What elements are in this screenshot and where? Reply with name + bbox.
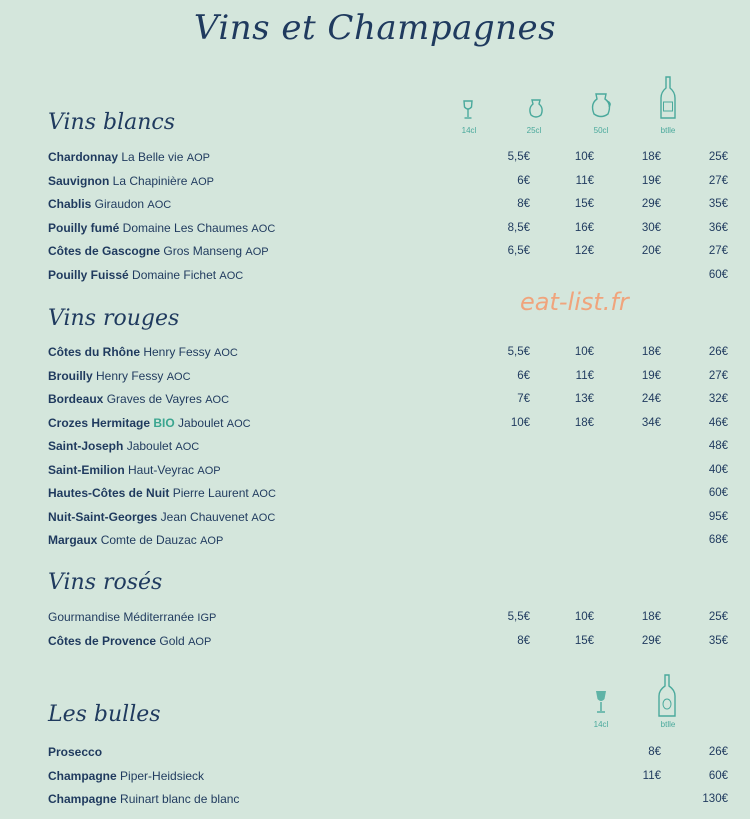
section-title-roses: Vins rosés (48, 570, 163, 595)
price-pb: 95€ (708, 510, 728, 523)
header-50cl: 50cl (593, 126, 609, 135)
bulles-header-bottle: btlle (660, 720, 676, 729)
price-p14: 8,5€ (507, 221, 530, 234)
price-p50: 18€ (641, 151, 661, 163)
price-p14: 5,5€ (507, 151, 530, 163)
price-p50: 18€ (641, 611, 661, 623)
wine-row (48, 413, 728, 433)
price-p25: 12€ (574, 245, 594, 257)
price-p50: 19€ (641, 369, 661, 382)
wine-name (48, 436, 199, 457)
wine-name (48, 218, 275, 239)
price-pb: 26€ (708, 346, 728, 358)
price-p50: 29€ (641, 198, 661, 210)
wine-appellation: Champagne (48, 768, 117, 783)
price-p25: 15€ (574, 198, 594, 210)
wine-row (48, 483, 728, 503)
wine-row (48, 218, 728, 238)
price-p14: 11€ (642, 769, 661, 782)
price-pb: 130€ (702, 793, 728, 805)
price-p14: 8€ (517, 198, 530, 210)
section-title-blancs: Vins blancs (48, 110, 176, 135)
wine-appellation: Prosecco (48, 745, 103, 759)
wine-producer: Henry Fessy (140, 345, 215, 359)
price-pb: 26€ (708, 746, 728, 758)
wine-classification: AOP (188, 635, 212, 648)
wine-name (48, 342, 238, 363)
wine-row (48, 460, 728, 480)
wine-row (48, 171, 728, 191)
champagne-bottle-icon (658, 674, 676, 718)
price-p25: 11€ (575, 174, 594, 187)
wine-classification: AOC (252, 488, 276, 500)
price-p50: 18€ (641, 346, 661, 358)
price-p14: 6,5€ (507, 245, 530, 257)
price-p14: 8€ (648, 746, 661, 758)
price-pb: 25€ (708, 151, 728, 163)
wine-row (48, 342, 728, 362)
wine-classification: AOC (175, 441, 200, 453)
wine-name (48, 742, 102, 762)
wine-producer: Domaine Les Chaumes (119, 220, 252, 235)
wine-producer: Jean Chauvenet (157, 509, 252, 524)
price-pb: 36€ (708, 221, 728, 234)
bio-label: BIO (150, 415, 175, 430)
wine-row (48, 789, 728, 809)
price-pb: 27€ (708, 369, 728, 382)
wine-appellation: Crozes Hermitage (48, 415, 151, 430)
wine-classification: AOP (186, 152, 210, 164)
wine-appellation: Margaux (48, 533, 98, 547)
wine-name (48, 789, 239, 809)
wine-row (48, 742, 728, 762)
wine-producer: Haut-Veyrac (124, 462, 198, 477)
wine-classification: AOC (226, 417, 251, 430)
wine-name (48, 389, 229, 410)
wine-row (48, 436, 728, 456)
wine-appellation: Nuit-Saint-Georges (48, 509, 158, 524)
header-25cl: 25cl (526, 126, 542, 135)
wine-name (48, 766, 204, 786)
wine-classification: AOP (190, 175, 214, 188)
wine-row (48, 507, 728, 527)
wine-producer: Comte de Dauzac (97, 533, 201, 547)
price-p25: 11€ (575, 369, 594, 382)
price-p50: 34€ (641, 416, 661, 429)
wine-name (48, 194, 171, 215)
header-14cl: 14cl (461, 126, 477, 135)
wine-name (48, 366, 191, 387)
price-p50: 30€ (641, 221, 661, 234)
wine-row (48, 389, 728, 409)
wine-producer: Ruinart blanc de blanc (116, 792, 240, 806)
price-pb: 35€ (708, 634, 728, 647)
wine-name (48, 631, 211, 652)
wine-producer: Giraudon (91, 197, 148, 211)
wine-name (48, 530, 223, 551)
wine-classification: AOC (214, 347, 238, 359)
wine-classification: AOP (245, 246, 269, 258)
wine-producer: Pierre Laurent (169, 486, 253, 500)
wine-appellation: Champagne (48, 792, 117, 806)
price-p14: 10€ (510, 416, 530, 429)
wine-classification: AOP (200, 535, 224, 547)
wine-appellation: Sauvignon (48, 173, 110, 188)
price-pb: 25€ (708, 611, 728, 623)
wine-name (48, 413, 251, 434)
price-p25: 18€ (574, 416, 594, 429)
price-pb: 32€ (708, 393, 728, 405)
wine-producer: Gold (156, 633, 189, 648)
wine-classification: AOC (251, 222, 276, 235)
wine-row (48, 147, 728, 167)
wine-name (48, 241, 269, 262)
price-pb: 60€ (708, 268, 728, 281)
price-p25: 10€ (574, 346, 594, 358)
price-pb: 46€ (708, 416, 728, 429)
price-pb: 40€ (708, 463, 728, 476)
wine-row (48, 265, 728, 285)
wine-name (48, 265, 243, 286)
wine-producer: Gourmandise Méditerranée (48, 610, 198, 624)
wine-row (48, 530, 728, 550)
wine-row (48, 631, 728, 651)
wine-row (48, 366, 728, 386)
wine-classification: AOC (166, 370, 191, 383)
menu-title: Vins et Champagnes (193, 8, 557, 48)
bulles-header-14cl: 14cl (593, 720, 609, 729)
section-title-bulles: Les bulles (48, 702, 161, 727)
bottle-icon (660, 76, 676, 120)
wine-appellation: Pouilly Fuissé (48, 267, 129, 282)
wine-classification: IGP (197, 612, 217, 624)
price-p25: 15€ (574, 634, 594, 647)
price-p50: 29€ (641, 634, 661, 647)
wine-row (48, 241, 728, 261)
price-p14: 5,5€ (507, 611, 530, 623)
wine-producer: Jaboulet (174, 415, 227, 430)
wine-appellation: Chardonnay (48, 150, 119, 164)
wine-name (48, 147, 210, 168)
wine-appellation: Chablis (48, 197, 92, 211)
price-p50: 24€ (641, 393, 661, 405)
wine-appellation: Saint-Emilion (48, 462, 125, 477)
watermark: eat-list.fr (520, 288, 629, 316)
wine-appellation: Hautes-Côtes de Nuit (48, 486, 170, 500)
price-p14: 7€ (517, 393, 530, 405)
price-p14: 5,5€ (507, 346, 530, 358)
section-title-rouges: Vins rouges (48, 306, 180, 331)
wine-row (48, 194, 728, 214)
wine-name (48, 171, 214, 192)
price-pb: 68€ (708, 534, 728, 546)
price-p14: 8€ (517, 634, 530, 647)
price-p25: 13€ (574, 393, 594, 405)
wine-appellation: Côtes du Rhône (48, 345, 140, 359)
price-pb: 27€ (708, 245, 728, 257)
champagne-flute-icon (592, 690, 610, 714)
wine-classification: AOC (219, 269, 244, 282)
wine-classification: AOC (147, 199, 172, 211)
wine-appellation: Pouilly fumé (48, 220, 120, 235)
wine-appellation: Bordeaux (48, 392, 104, 406)
price-p25: 10€ (574, 151, 594, 163)
price-pb: 35€ (708, 198, 728, 210)
wine-classification: AOC (251, 511, 276, 524)
header-bottle: btlle (660, 126, 676, 135)
wine-producer: Gros Manseng (160, 244, 246, 258)
wine-name (48, 507, 275, 528)
small-carafe-icon (526, 98, 546, 120)
price-pb: 27€ (708, 174, 728, 187)
price-pb: 60€ (708, 769, 728, 782)
wine-appellation: Côtes de Provence (48, 633, 157, 648)
wine-producer: La Belle vie (118, 150, 187, 164)
price-pb: 60€ (708, 487, 728, 499)
wine-row (48, 607, 728, 627)
wine-producer: Henry Fessy (92, 368, 167, 383)
wine-appellation: Côtes de Gascogne (48, 244, 161, 258)
wine-glass-icon (461, 100, 475, 120)
wine-classification: AOP (197, 464, 221, 477)
price-p14: 6€ (517, 174, 530, 187)
price-pb: 48€ (708, 440, 728, 452)
wine-producer: Piper-Heidsieck (116, 768, 205, 783)
wine-classification: AOC (205, 394, 230, 406)
price-p50: 20€ (641, 245, 661, 257)
wine-producer: La Chapinière (109, 173, 191, 188)
price-p25: 10€ (574, 611, 594, 623)
price-p50: 19€ (641, 174, 661, 187)
large-carafe-icon (589, 92, 613, 120)
price-p25: 16€ (574, 221, 594, 234)
wine-producer: Jaboulet (123, 439, 176, 453)
price-p14: 6€ (517, 369, 530, 382)
wine-appellation: Brouilly (48, 368, 93, 383)
wine-name (48, 483, 276, 504)
wine-appellation: Saint-Joseph (48, 439, 124, 453)
wine-name (48, 607, 216, 628)
wine-row (48, 766, 728, 786)
wine-name (48, 460, 221, 481)
wine-producer: Domaine Fichet (128, 267, 220, 282)
wine-producer: Graves de Vayres (103, 392, 206, 406)
